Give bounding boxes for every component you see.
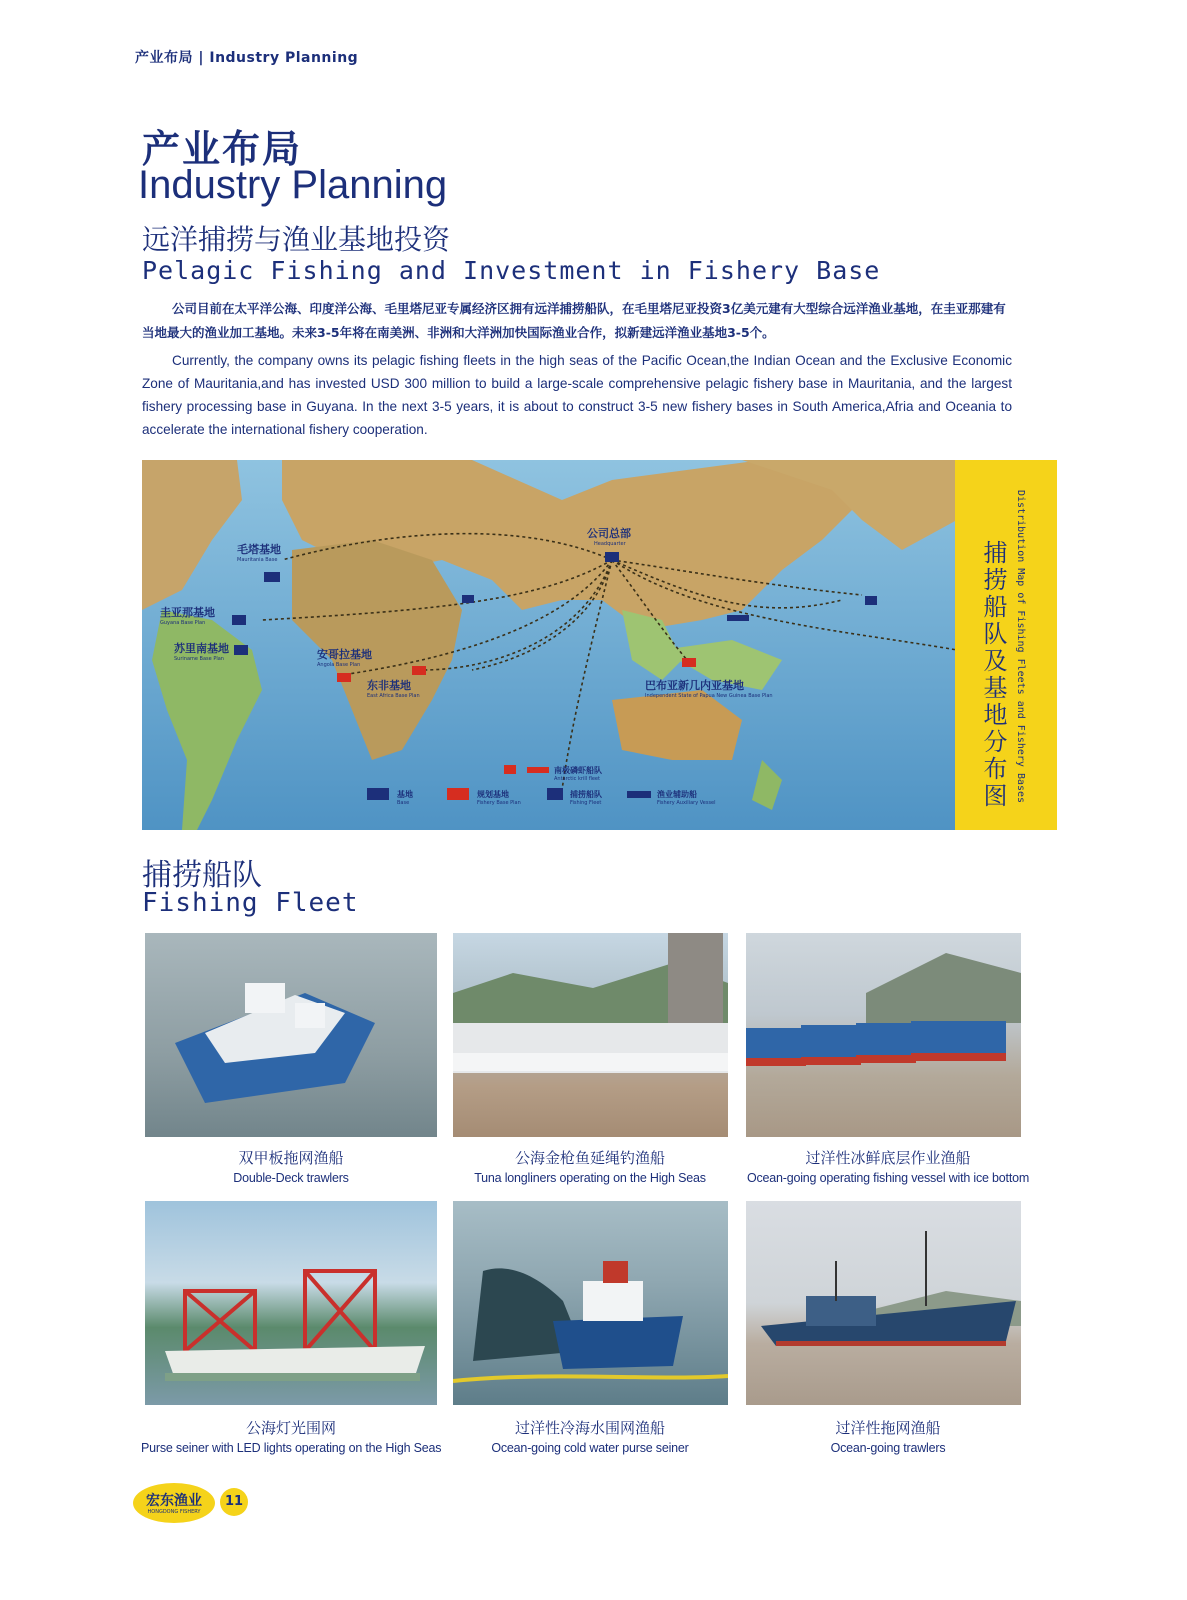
legend-auxiliary: 渔业辅助船 bbox=[657, 790, 697, 799]
section-subtitle-en: Pelagic Fishing and Investment in Fishery Base bbox=[142, 256, 881, 285]
caption-5-cn: 过洋性冷海水围网渔船 bbox=[514, 1419, 665, 1437]
running-head: 产业布局 | Industry Planning bbox=[135, 50, 359, 66]
mauritania-label-en: Mauritania Base bbox=[237, 557, 278, 563]
photo-tuna-longliners bbox=[453, 933, 728, 1137]
caption-4-en: Purse seiner with LED lights operating on the High Seas bbox=[141, 1441, 442, 1455]
mauritania-label: 毛塔基地 bbox=[237, 543, 281, 556]
map-side-panel bbox=[955, 460, 1057, 830]
photo-led-purse-seiner bbox=[145, 1201, 437, 1405]
caption-4 bbox=[141, 1417, 441, 1455]
photo-cold-water-purse-seiner bbox=[453, 1201, 728, 1405]
legend-base: 基地 bbox=[397, 790, 413, 799]
page-title-en: Industry Planning bbox=[138, 163, 448, 207]
caption-2 bbox=[440, 1147, 740, 1185]
legend-base-plan-en: Fishery Base Plan bbox=[477, 800, 521, 806]
distribution-map bbox=[142, 460, 1057, 830]
section-subtitle-cn: 远洋捕捞与渔业基地投资 bbox=[142, 223, 451, 256]
png-label-en: Independent State of Papua New Guinea Base Plan bbox=[645, 693, 773, 699]
caption-2-en: Tuna longliners operating on the High Seas bbox=[474, 1171, 706, 1185]
caption-5-en: Ocean-going cold water purse seiner bbox=[491, 1441, 689, 1455]
hq-label-en: Headquarter bbox=[594, 541, 626, 547]
caption-4-cn: 公海灯光围网 bbox=[245, 1419, 336, 1437]
angola-label-en: Angola Base Plan bbox=[317, 662, 361, 668]
angola-label: 安哥拉基地 bbox=[317, 648, 372, 661]
caption-3-en: Ocean-going operating fishing vessel with ice bottom bbox=[746, 1171, 1030, 1185]
map-side-title-cn: 捕捞船队及基地分布图 bbox=[979, 540, 1007, 810]
fleet-title-cn: 捕捞船队 bbox=[142, 858, 262, 893]
caption-1-en: Double-Deck trawlers bbox=[233, 1171, 349, 1185]
company-logo bbox=[133, 1483, 215, 1523]
caption-1-cn: 双甲板拖网渔船 bbox=[238, 1149, 344, 1167]
legend-fishing-fleet-en: Fishing Fleet bbox=[570, 800, 602, 806]
guyana-label: 圭亚那基地 bbox=[160, 606, 215, 619]
antarctic-label: 南极磷虾船队 bbox=[554, 766, 602, 775]
legend-base-plan: 规划基地 bbox=[477, 790, 509, 799]
caption-6-en: Ocean-going trawlers bbox=[830, 1441, 946, 1455]
photo-double-deck-trawlers bbox=[145, 933, 437, 1137]
east-africa-label: 东非基地 bbox=[367, 679, 411, 692]
hq-label: 公司总部 bbox=[587, 527, 631, 540]
caption-1 bbox=[141, 1147, 441, 1185]
east-africa-label-en: East Africa Base Plan bbox=[367, 693, 420, 699]
intro-paragraph-en: Currently, the company owns its pelagic fishing fleets in the high seas of the Pacific Ocean,the Indian Ocean and the Exclusive Economic Zone of Mauritania,and has invested USD 300 million to build a large-scale comprehensive pelagic fishery base in Mauritania, and the largest fishery processing base in Guyana. In the next 3-5 years, it is about to construct 3-5 new fishery bases in South America,Afria and Oceania to accelerate the international fishery cooperation. bbox=[142, 353, 1012, 437]
photo-ice-bottom-vessels bbox=[746, 933, 1021, 1137]
caption-2-cn: 公海金枪鱼延绳钓渔船 bbox=[514, 1149, 665, 1167]
caption-6-cn: 过洋性拖网渔船 bbox=[835, 1419, 941, 1437]
map-side-title-en: Distribution Map of Fishing Fleets and Fishery Bases bbox=[1015, 490, 1026, 804]
legend-auxiliary-en: Fishery Auxiliary Vessel bbox=[657, 800, 716, 806]
legend-base-en: Base bbox=[397, 800, 410, 806]
page-number: 11 bbox=[220, 1488, 248, 1516]
legend-fishing-fleet: 捕捞船队 bbox=[570, 790, 602, 799]
caption-3 bbox=[738, 1147, 1038, 1185]
caption-5 bbox=[440, 1417, 740, 1455]
caption-6 bbox=[738, 1417, 1038, 1455]
logo-text-cn: 宏东渔业 bbox=[146, 1493, 202, 1509]
photo-ocean-going-trawler bbox=[746, 1201, 1021, 1405]
page-title-cn: 产业布局 bbox=[142, 127, 303, 171]
antarctic-label-en: Antarctic krill fleet bbox=[554, 776, 600, 782]
intro-paragraph-cn: 公司目前在太平洋公海、印度洋公海、毛里塔尼亚专属经济区拥有远洋捕捞船队，在毛里塔尼亚投资3亿美元建有大型综合远洋渔业基地，在圭亚那建有当地最大的渔业加工基地。未来3-5年将在南美洲、非洲和大洋洲加快国际渔业合作，拟新建远洋渔业基地3-5个。 bbox=[142, 301, 1006, 340]
suriname-label: 苏里南基地 bbox=[174, 642, 229, 655]
caption-3-cn: 过洋性冰鲜底层作业渔船 bbox=[805, 1149, 971, 1167]
fleet-title-en: Fishing Fleet bbox=[142, 888, 359, 918]
guyana-label-en: Guyana Base Plan bbox=[160, 620, 206, 626]
suriname-label-en: Suriname Base Plan bbox=[174, 656, 224, 662]
png-label: 巴布亚新几内亚基地 bbox=[645, 679, 744, 692]
logo-text-en: HONGDONG FISHERY bbox=[147, 1509, 201, 1515]
